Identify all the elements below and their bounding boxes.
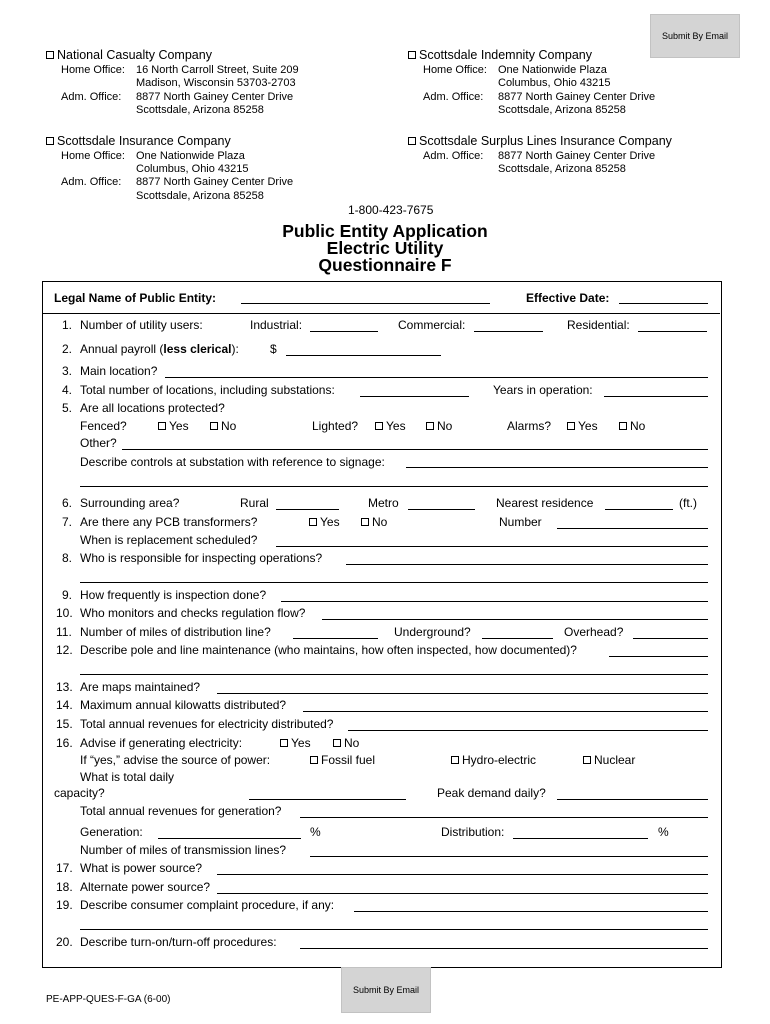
dollar-sign: $ [270,342,277,356]
alarms-no-checkbox[interactable] [619,422,627,430]
describe-controls-label: Describe controls at substation with reference to signage: [80,455,385,469]
percent-label: % [310,825,321,839]
generation-revenues-field[interactable] [300,817,708,818]
annual-payroll-field[interactable] [286,355,441,356]
q15-label: Total annual revenues for electricity distributed? [80,717,334,731]
hydro-electric-checkbox[interactable] [451,756,459,764]
company-name: Scottsdale Indemnity Company [419,48,593,62]
fenced-yes-checkbox[interactable] [158,422,166,430]
address-line: Columbus, Ohio 43215 [136,163,249,175]
q5-label: Are all locations protected? [80,401,225,415]
distribution-field[interactable] [513,838,648,839]
pole-maintenance-field-2[interactable] [80,674,708,675]
q3-label: Main location? [80,364,158,378]
q19-label: Describe consumer complaint procedure, if any: [80,898,335,912]
q9-label: How frequently is inspection done? [80,588,267,602]
replacement-field[interactable] [276,546,708,547]
peak-demand-label: Peak demand daily? [437,786,546,800]
address-line: Madison, Wisconsin 53703-2703 [136,77,296,89]
page-title: Public Entity Application [282,221,488,241]
transmission-miles-label: Number of miles of transmission lines? [80,843,287,857]
no-label: No [372,515,388,529]
generation-field[interactable] [158,838,301,839]
rural-label: Rural [240,496,269,510]
question-number: 6. [62,496,73,510]
commercial-label: Commercial: [398,318,466,332]
transmission-miles-field[interactable] [310,856,708,857]
address-line: Columbus, Ohio 43215 [498,77,611,89]
describe-controls-field[interactable] [406,467,708,468]
question-number: 4. [62,383,73,397]
nearest-residence-label: Nearest residence [496,496,594,510]
no-label: No [437,419,453,433]
overhead-label: Overhead? [564,625,624,639]
company-name: Scottsdale Surplus Lines Insurance Company [419,134,672,148]
question-number: 15. [56,717,73,731]
checkbox-scottsdale-indemnity[interactable] [408,51,416,59]
address-line: 8877 North Gainey Center Drive [136,91,294,103]
power-source-label: If “yes,” advise the source of power: [80,753,271,767]
question-number: 14. [56,698,73,712]
adm-office-label: Adm. Office: [61,176,122,188]
question-number: 5. [62,401,73,415]
other-field[interactable] [122,449,708,450]
question-number: 19. [56,898,73,912]
submit-label: Submit By Email [661,31,729,41]
q11-label: Number of miles of distribution line? [80,625,271,639]
no-label: No [630,419,646,433]
q10-label: Who monitors and checks regulation flow? [80,606,306,620]
alternate-power-field[interactable] [217,893,708,894]
no-label: No [221,419,237,433]
home-office-label: Home Office: [61,150,125,162]
nearest-residence-field[interactable] [605,509,673,510]
industrial-field[interactable] [310,331,378,332]
adm-office-label: Adm. Office: [61,91,122,103]
metro-field[interactable] [408,509,475,510]
generation-revenues-label: Total annual revenues for generation? [80,804,282,818]
question-number: 10. [56,606,73,620]
address-line: Scottsdale, Arizona 85258 [498,104,626,116]
q7-label: Are there any PCB transformers? [80,515,258,529]
inspection-frequency-field[interactable] [281,601,708,602]
replacement-label: When is replacement scheduled? [80,533,258,547]
industrial-label: Industrial: [250,318,303,332]
q1-label: Number of utility users: [80,318,203,332]
metro-label: Metro [368,496,399,510]
yes-label: Yes [320,515,340,529]
generation-label: Generation: [80,825,143,839]
main-location-field[interactable] [165,377,708,378]
fossil-fuel-label: Fossil fuel [321,753,376,767]
question-number: 18. [56,880,73,894]
generating-yes-checkbox[interactable] [280,739,288,747]
question-number: 2. [62,342,73,356]
legal-name-field[interactable] [241,303,490,304]
pole-maintenance-field[interactable] [609,656,708,657]
generating-no-checkbox[interactable] [333,739,341,747]
address-line: Scottsdale, Arizona 85258 [498,163,626,175]
distribution-label: Distribution: [441,825,505,839]
total-locations-field[interactable] [360,396,469,397]
checkbox-scottsdale-insurance[interactable] [46,137,54,145]
q8-label: Who is responsible for inspecting operations? [80,551,323,565]
commercial-field[interactable] [474,331,543,332]
no-label: No [344,736,360,750]
legal-name-label: Legal Name of Public Entity: [54,291,217,305]
question-number: 11. [56,625,72,639]
alarms-label: Alarms? [507,419,552,433]
nuclear-checkbox[interactable] [583,756,591,764]
question-number: 1. [62,318,73,332]
lighted-no-checkbox[interactable] [426,422,434,430]
max-kilowatts-field[interactable] [303,711,708,712]
pcb-no-checkbox[interactable] [361,518,369,526]
pcb-yes-checkbox[interactable] [309,518,317,526]
submit-by-email-button-top[interactable] [650,14,740,58]
question-number: 3. [62,364,73,378]
power-source-field[interactable] [217,874,708,875]
question-number: 17. [56,861,73,875]
q13-label: Are maps maintained? [80,680,201,694]
fenced-label: Fenced? [80,419,127,433]
form-code: PE-APP-QUES-F-GA (6-00) [46,994,171,1005]
effective-date-label: Effective Date: [526,291,610,305]
other-label: Other? [80,436,117,450]
yes-label: Yes [291,736,311,750]
effective-date-field[interactable] [619,303,708,304]
adm-office-label: Adm. Office: [423,91,484,103]
address-line: Scottsdale, Arizona 85258 [136,190,264,202]
q16-label: Advise if generating electricity: [80,736,243,750]
capacity-label: capacity? [54,786,105,800]
pcb-number-field[interactable] [557,528,708,529]
company-name: Scottsdale Insurance Company [57,134,231,148]
years-operation-field[interactable] [604,396,708,397]
yes-label: Yes [169,419,189,433]
q2-label: Annual payroll (less clerical): [80,342,239,356]
lighted-yes-checkbox[interactable] [375,422,383,430]
q14-label: Maximum annual kilowatts distributed? [80,698,287,712]
header-divider [42,313,720,314]
residential-field[interactable] [638,331,707,332]
question-number: 13. [56,680,73,694]
maps-maintained-field[interactable] [217,693,708,694]
page-subtitle-2: Questionnaire F [318,255,452,275]
checkbox-scottsdale-surplus[interactable] [408,137,416,145]
home-office-label: Home Office: [61,64,125,76]
lighted-label: Lighted? [312,419,359,433]
checkbox-national-casualty[interactable] [46,51,54,59]
question-number: 7. [62,515,73,529]
hydro-electric-label: Hydro-electric [462,753,537,767]
address-line: 8877 North Gainey Center Drive [498,150,656,162]
inspecting-operations-field-2[interactable] [80,582,708,583]
percent-label: % [658,825,669,839]
yes-label: Yes [386,419,406,433]
ft-label: (ft.) [679,496,697,510]
address-line: 8877 North Gainey Center Drive [136,176,294,188]
address-line: Scottsdale, Arizona 85258 [136,104,264,116]
address-line: 8877 North Gainey Center Drive [498,91,656,103]
turn-on-off-field[interactable] [300,948,708,949]
q18-label: Alternate power source? [80,880,211,894]
fenced-no-checkbox[interactable] [210,422,218,430]
complaint-procedure-field[interactable] [354,911,708,912]
question-number: 20. [56,935,73,949]
q4-label: Total number of locations, including substations: [80,383,335,397]
inspecting-operations-field[interactable] [346,564,708,565]
nuclear-label: Nuclear [594,753,636,767]
question-number: 8. [62,551,73,565]
address-line: 16 North Carroll Street, Suite 209 [136,64,299,76]
describe-controls-field-2[interactable] [80,486,708,487]
residential-label: Residential: [567,318,630,332]
yes-label: Yes [578,419,598,433]
submit-label: Submit By Email [352,985,420,995]
page-subtitle: Electric Utility [326,238,444,258]
q12-label: Describe pole and line maintenance (who maintains, how often inspected, how documented)? [80,643,577,657]
number-label: Number [499,515,542,529]
underground-label: Underground? [394,625,471,639]
rural-field[interactable] [276,509,339,510]
question-number: 12. [56,643,73,657]
q6-label: Surrounding area? [80,496,180,510]
address-line: One Nationwide Plaza [498,64,607,76]
alarms-yes-checkbox[interactable] [567,422,575,430]
fossil-fuel-checkbox[interactable] [310,756,318,764]
regulation-flow-field[interactable] [322,619,708,620]
daily-capacity-field[interactable] [249,799,406,800]
company-name: National Casualty Company [57,48,212,62]
overhead-field[interactable] [633,638,708,639]
electricity-revenues-field[interactable] [348,730,708,731]
peak-demand-field[interactable] [557,799,708,800]
address-line: One Nationwide Plaza [136,150,245,162]
underground-field[interactable] [482,638,553,639]
question-number: 16. [56,736,73,750]
home-office-label: Home Office: [423,64,487,76]
q17-label: What is power source? [80,861,203,875]
adm-office-label: Adm. Office: [423,150,484,162]
years-operation-label: Years in operation: [493,383,593,397]
question-number: 9. [62,588,73,602]
phone-number: 1-800-423-7675 [348,203,434,217]
total-daily-label: What is total daily [80,770,175,784]
submit-by-email-button-bottom[interactable] [341,967,431,1013]
q20-label: Describe turn-on/turn-off procedures: [80,935,277,949]
distribution-miles-field[interactable] [293,638,378,639]
complaint-procedure-field-2[interactable] [80,929,708,930]
